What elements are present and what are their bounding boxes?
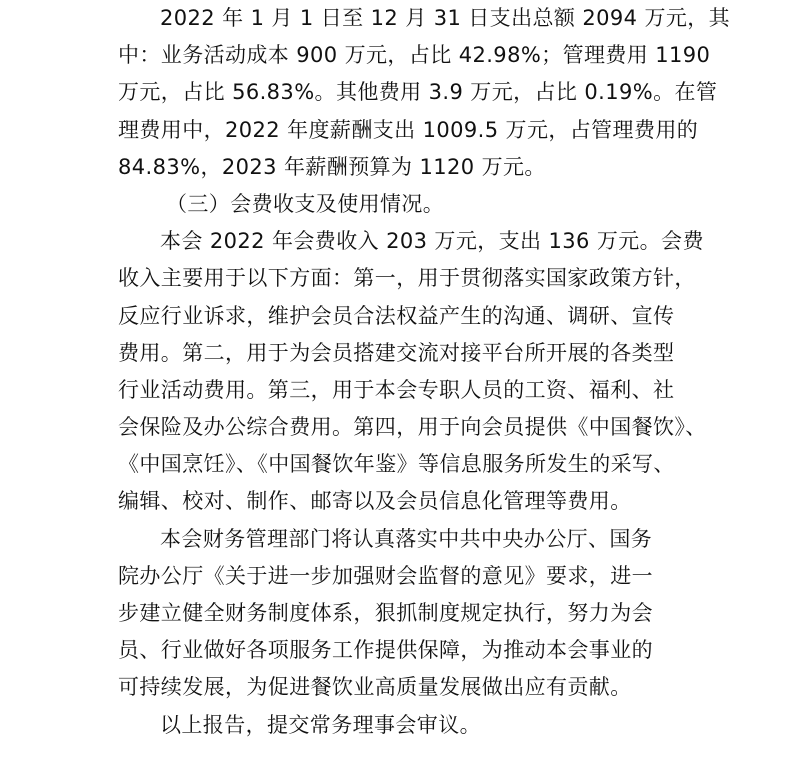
section-heading bbox=[118, 186, 678, 223]
text-line: 编辑、校对、制作、邮寄以及会员信息化管理等费用。 bbox=[118, 489, 632, 514]
text-line: 收入主要用于以下方面：第一，用于贯彻落实国家政策方针， bbox=[118, 266, 696, 291]
text-line: 中：业务活动成本 900 万元，占比 42.98%；管理费用 1190 bbox=[118, 43, 711, 68]
text-line: 84.83%，2023 年薪酬预算为 1120 万元。 bbox=[118, 154, 546, 179]
text-line: 院办公厅《关于进一步加强财会监督的意见》要求，进一 bbox=[118, 563, 653, 588]
text-line: 可持续发展，为促进餐饮业高质量发展做出应有贡献。 bbox=[118, 675, 632, 700]
text-line: 员、行业做好各项服务工作提供保障，为推动本会事业的 bbox=[118, 638, 653, 663]
text-line: 以上报告，提交常务理事会审议。 bbox=[160, 712, 481, 737]
text-line: 费用。第二，用于为会员搭建交流对接平台所开展的各类型 bbox=[118, 340, 675, 365]
text-line: 2022 年 1 月 1 日至 12 月 31 日支出总额 2094 万元，其 bbox=[160, 6, 731, 30]
text-line: 步建立健全财务制度体系，狠抓制度规定执行，努力为会 bbox=[118, 601, 653, 625]
paragraph-finance-management bbox=[118, 521, 678, 707]
text-line: 本会 2022 年会费收入 203 万元，支出 136 万元。会费 bbox=[160, 229, 704, 254]
text-line: 理费用中，2022 年度薪酬支出 1009.5 万元，占管理费用的 bbox=[118, 117, 699, 142]
paragraph-membership-fees bbox=[118, 223, 707, 521]
text-line: 会保险及办公综合费用。第四，用于向会员提供《中国餐饮》、 bbox=[118, 415, 707, 440]
heading-line: （三）会费收支及使用情况。 bbox=[166, 191, 445, 216]
text-line: 万元，占比 56.83%。其他费用 3.9 万元，占比 0.19%。在管 bbox=[118, 80, 718, 105]
text-line: 反应行业诉求，维护会员合法权益产生的沟通、调研、宣传 bbox=[118, 303, 675, 328]
paragraph-expenditure bbox=[118, 0, 731, 186]
text-line: 《中国烹饪》、《中国餐饮年鉴》等信息服务所发生的采写、 bbox=[118, 452, 675, 477]
text-line: 行业活动费用。第三，用于本会专职人员的工资、福利、社 bbox=[118, 377, 675, 402]
document-body bbox=[118, 0, 731, 744]
paragraph-closing bbox=[118, 707, 678, 744]
text-line: 本会财务管理部门将认真落实中共中央办公厅、国务 bbox=[160, 526, 653, 551]
